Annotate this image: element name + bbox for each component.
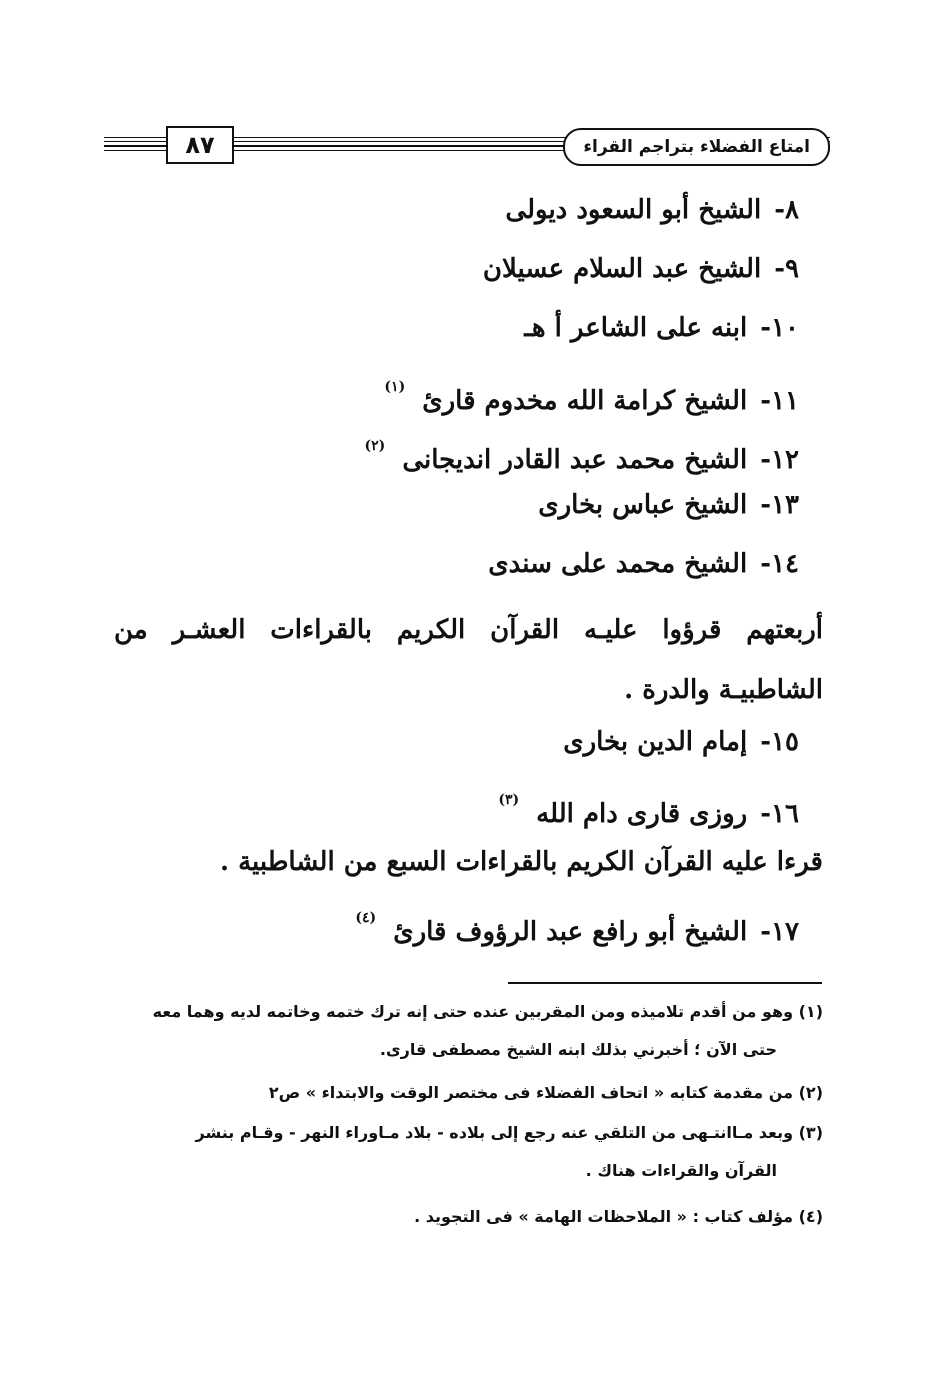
list-item xyxy=(524,308,799,348)
item-text: ابنه على الشاعر أ هـ xyxy=(524,313,748,343)
footnote-label: (٣) xyxy=(798,1123,823,1142)
item-text: الشيخ عبد السلام عسيلان xyxy=(482,254,762,284)
footnote-text: من مقدمة كتابه « اتحاف الفضلاء فى مختصر الوقت والابتداء » ص٢ xyxy=(268,1083,794,1102)
list-item xyxy=(505,190,799,230)
footnote-label: (٢) xyxy=(798,1083,823,1102)
footnote-marker: (٤) xyxy=(355,910,377,926)
footnote-text: وبعد مـاانتـهى من التلقي عنه رجع إلى بلاده - بلاد مـاوراء النهر - وقـام بنشر xyxy=(195,1123,794,1142)
body-paragraph: أربعتهم قرؤوا عليـه القرآن الكريم بالقراءات العشـر من الشاطبيـة والدرة . xyxy=(114,615,823,705)
footnote-text: وهو من أقدم تلاميذه ومن المقربين عنده حتى إنه ترك ختمه وخاتمه لديه وهما معه xyxy=(152,1002,794,1021)
item-number: ١٣- xyxy=(760,490,799,520)
item-number: ١١- xyxy=(760,386,799,416)
item-text: الشيخ كرامة الله مخدوم قارئ xyxy=(422,386,748,416)
footnote xyxy=(106,1198,823,1236)
footnote-marker: (٣) xyxy=(498,792,520,808)
footnote-continuation: حتى الآن ؛ أخبرني بذلك ابنه الشيخ مصطفى قارى. xyxy=(379,1040,777,1059)
list-item xyxy=(364,426,799,480)
list-item xyxy=(384,367,799,421)
footnote-label: (١) xyxy=(798,1002,823,1021)
footnote-marker: (٢) xyxy=(364,438,386,454)
list-item xyxy=(538,485,799,525)
item-text: الشيخ محمد على سندى xyxy=(488,549,748,579)
page-number: ٨٧ xyxy=(166,126,234,164)
item-text: الشيخ محمد عبد القادر انديجانى xyxy=(402,445,748,475)
list-item xyxy=(498,780,799,834)
item-number: ١٢- xyxy=(760,445,799,475)
item-number: ١٦- xyxy=(760,799,799,829)
item-text: الشيخ أبو السعود ديولى xyxy=(505,195,762,225)
list-item xyxy=(563,722,799,762)
footnote xyxy=(106,1114,823,1190)
footnote-marker: (١) xyxy=(384,379,406,395)
body-paragraph: قرءا عليه القرآن الكريم بالقراءات السبع من الشاطبية . xyxy=(219,847,823,877)
item-text: إمام الدين بخارى xyxy=(563,727,748,757)
item-text: روزى قارى دام الله xyxy=(536,799,748,829)
list-item xyxy=(355,898,799,952)
list-item xyxy=(483,249,799,289)
item-number: ١٠- xyxy=(760,313,799,343)
footnote-separator xyxy=(508,982,822,984)
page-header xyxy=(104,128,830,164)
footnote-continuation: القرآن والقراءات هناك . xyxy=(585,1161,777,1180)
item-number: ١٥- xyxy=(760,727,799,757)
item-number: ٩- xyxy=(774,254,799,284)
running-title: امتاع الفضلاء بتراجم القراء xyxy=(563,128,830,166)
footnote xyxy=(106,1074,823,1112)
item-number: ١٧- xyxy=(760,917,799,947)
footnote-label: (٤) xyxy=(798,1207,823,1226)
footnote-text: مؤلف كتاب : « الملاحظات الهامة » فى التجويد . xyxy=(414,1207,794,1226)
item-number: ٨- xyxy=(774,195,799,225)
item-number: ١٤- xyxy=(760,549,799,579)
item-text: الشيخ أبو رافع عبد الرؤوف قارئ xyxy=(393,917,748,947)
footnote xyxy=(106,993,823,1069)
item-text: الشيخ عباس بخارى xyxy=(538,490,748,520)
list-item xyxy=(488,544,799,584)
